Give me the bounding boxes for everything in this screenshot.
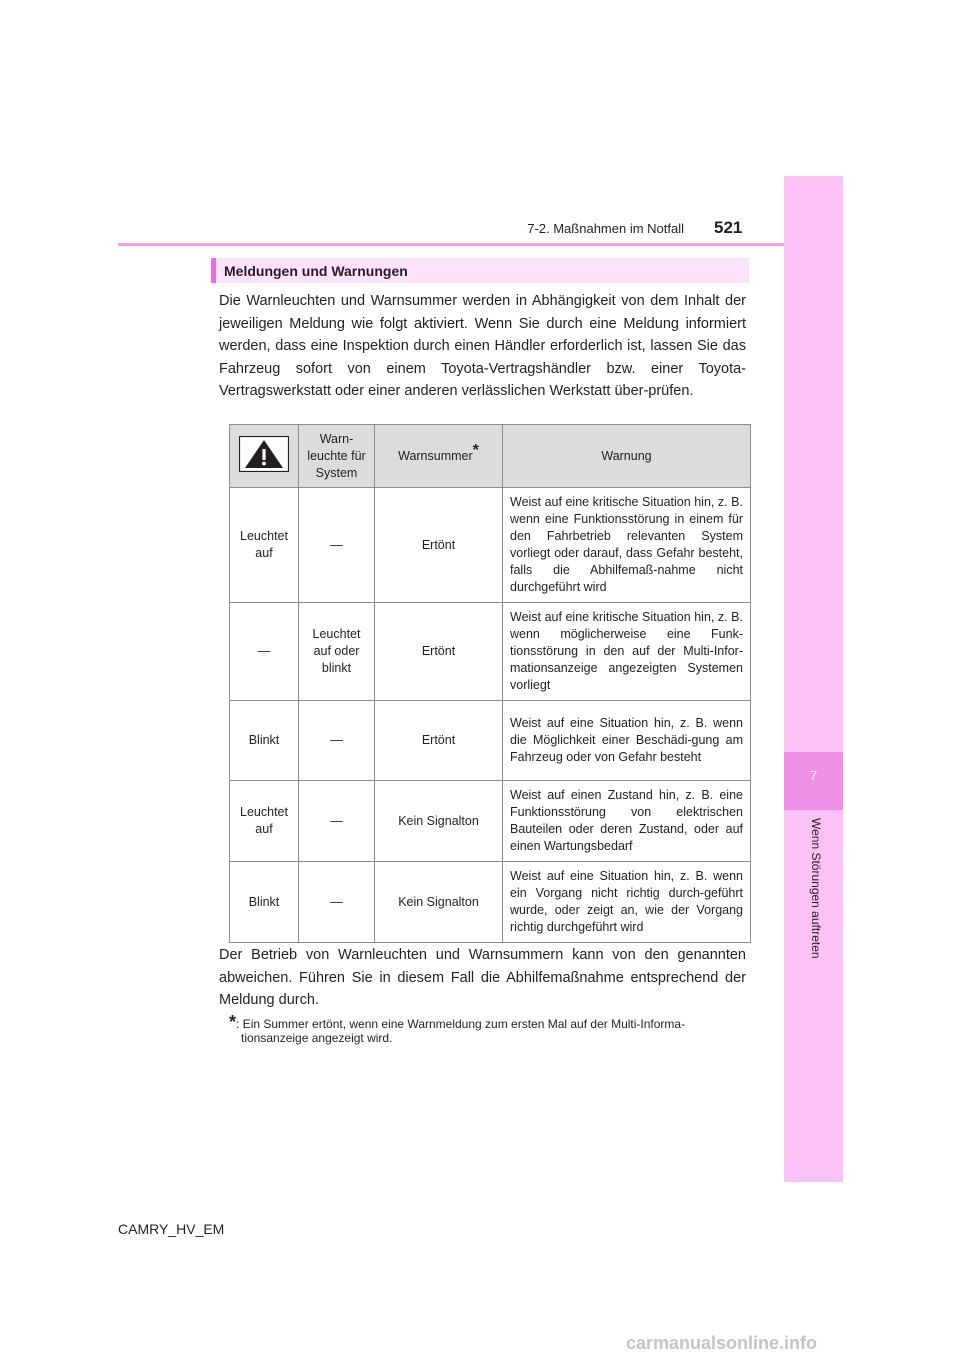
cell-buzzer: Ertönt [375, 701, 503, 781]
outro-paragraph: Der Betrieb von Warnleuchten und Warnsummern kann von den genannten abweichen. Führen Sie in diesem Fall die Abhilfemaßnahme entsprechend der Meldung durch. [219, 947, 746, 1008]
table-header-row [230, 425, 751, 488]
section-heading-accent [211, 258, 216, 283]
cell-system-light: — [299, 781, 375, 862]
warning-triangle-icon [239, 436, 289, 477]
chapter-side-tab [784, 176, 843, 1182]
table-row [230, 701, 751, 781]
cell-system-light: Leuchtet auf oder blinkt [299, 603, 375, 701]
cell-warning: Weist auf eine kritische Situation hin, z. B. wenn möglicherweise eine Funk-tionsstörung in den auf der Multi-Infor-mationsanzeige angezeigten Systemen vorliegt [503, 603, 751, 701]
warning-table [229, 424, 751, 943]
header-buzzer-label: Warnsummer [398, 448, 473, 463]
table-row [230, 781, 751, 862]
cell-symbol-light: — [230, 603, 299, 701]
cell-buzzer: Ertönt [375, 603, 503, 701]
header-buzzer [375, 425, 503, 488]
cell-symbol-light: Blinkt [230, 701, 299, 781]
cell-warning: Weist auf eine Situation hin, z. B. wenn ein Vorgang nicht richtig durch-geführt wurde, oder zeigt an, wie der Vorgang richtig durchgeführt wird [503, 862, 751, 943]
intro-paragraph: Die Warnleuchten und Warnsummer werden in Abhängigkeit von dem Inhalt der jeweiligen Meldung wie folgt aktiviert. Wenn Sie durch eine Meldung informiert werden, dass eine Inspektion durch einen Händler erforderlich ist, lassen Sie das Fahrzeug sofort von einem Toyota-Vertragshändler bzw. einer Toyota-Vertragswerkstatt oder einer anderen verlässlichen Werkstatt über-prüfen. [219, 293, 746, 399]
footnote-marker: * [472, 441, 479, 459]
table-row [230, 862, 751, 943]
section-title: Meldungen und Warnungen [224, 263, 408, 279]
table-row [230, 603, 751, 701]
cell-system-light: — [299, 862, 375, 943]
cell-buzzer: Kein Signalton [375, 862, 503, 943]
header-warning: Warnung [503, 425, 751, 488]
table-row [230, 488, 751, 603]
cell-symbol-light: Leuchtet auf [230, 781, 299, 862]
chapter-label: Wenn Störungen auftreten [809, 818, 823, 959]
document-code: CAMRY_HV_EM [118, 1221, 225, 1237]
cell-warning: Weist auf eine Situation hin, z. B. wenn die Möglichkeit einer Beschädi-gung am Fahrzeug oder von Gefahr besteht [503, 701, 751, 781]
cell-system-light: — [299, 701, 375, 781]
header-section-title: 7-2. Maßnahmen im Notfall [527, 221, 684, 236]
footnote-mark: * [229, 1012, 237, 1032]
cell-warning: Weist auf eine kritische Situation hin, z. B. wenn eine Funktionsstörung in einem für den Fahrbetrieb relevanten System vorliegt oder darauf, dass Gefahr besteht, falls die Abhilfemaß-nahme nicht durchgeführt wird [503, 488, 751, 603]
cell-buzzer: Kein Signalton [375, 781, 503, 862]
cell-warning: Weist auf einen Zustand hin, z. B. eine Funktionsstörung von elektrischen Bauteilen oder deren Zustand, oder auf einen Wartungsbedarf [503, 781, 751, 862]
footnote-text: : Ein Summer ertönt, wenn eine Warnmeldung zum ersten Mal auf der Multi-Informa- [236, 1017, 686, 1031]
watermark: carmanualsonline.info [626, 1333, 818, 1353]
footnote-text-continued: tionsanzeige angezeigt wird. [241, 1031, 393, 1045]
header-system-light: Warn-leuchte für System [299, 425, 375, 488]
page-number: 521 [714, 218, 743, 237]
cell-buzzer: Ertönt [375, 488, 503, 603]
footnote [229, 1014, 747, 1047]
cell-symbol-light: Blinkt [230, 862, 299, 943]
cell-system-light: — [299, 488, 375, 603]
header-rule [118, 243, 784, 246]
chapter-number: 7 [809, 768, 818, 783]
cell-symbol-light: Leuchtet auf [230, 488, 299, 603]
header-warning-symbol [230, 425, 299, 488]
